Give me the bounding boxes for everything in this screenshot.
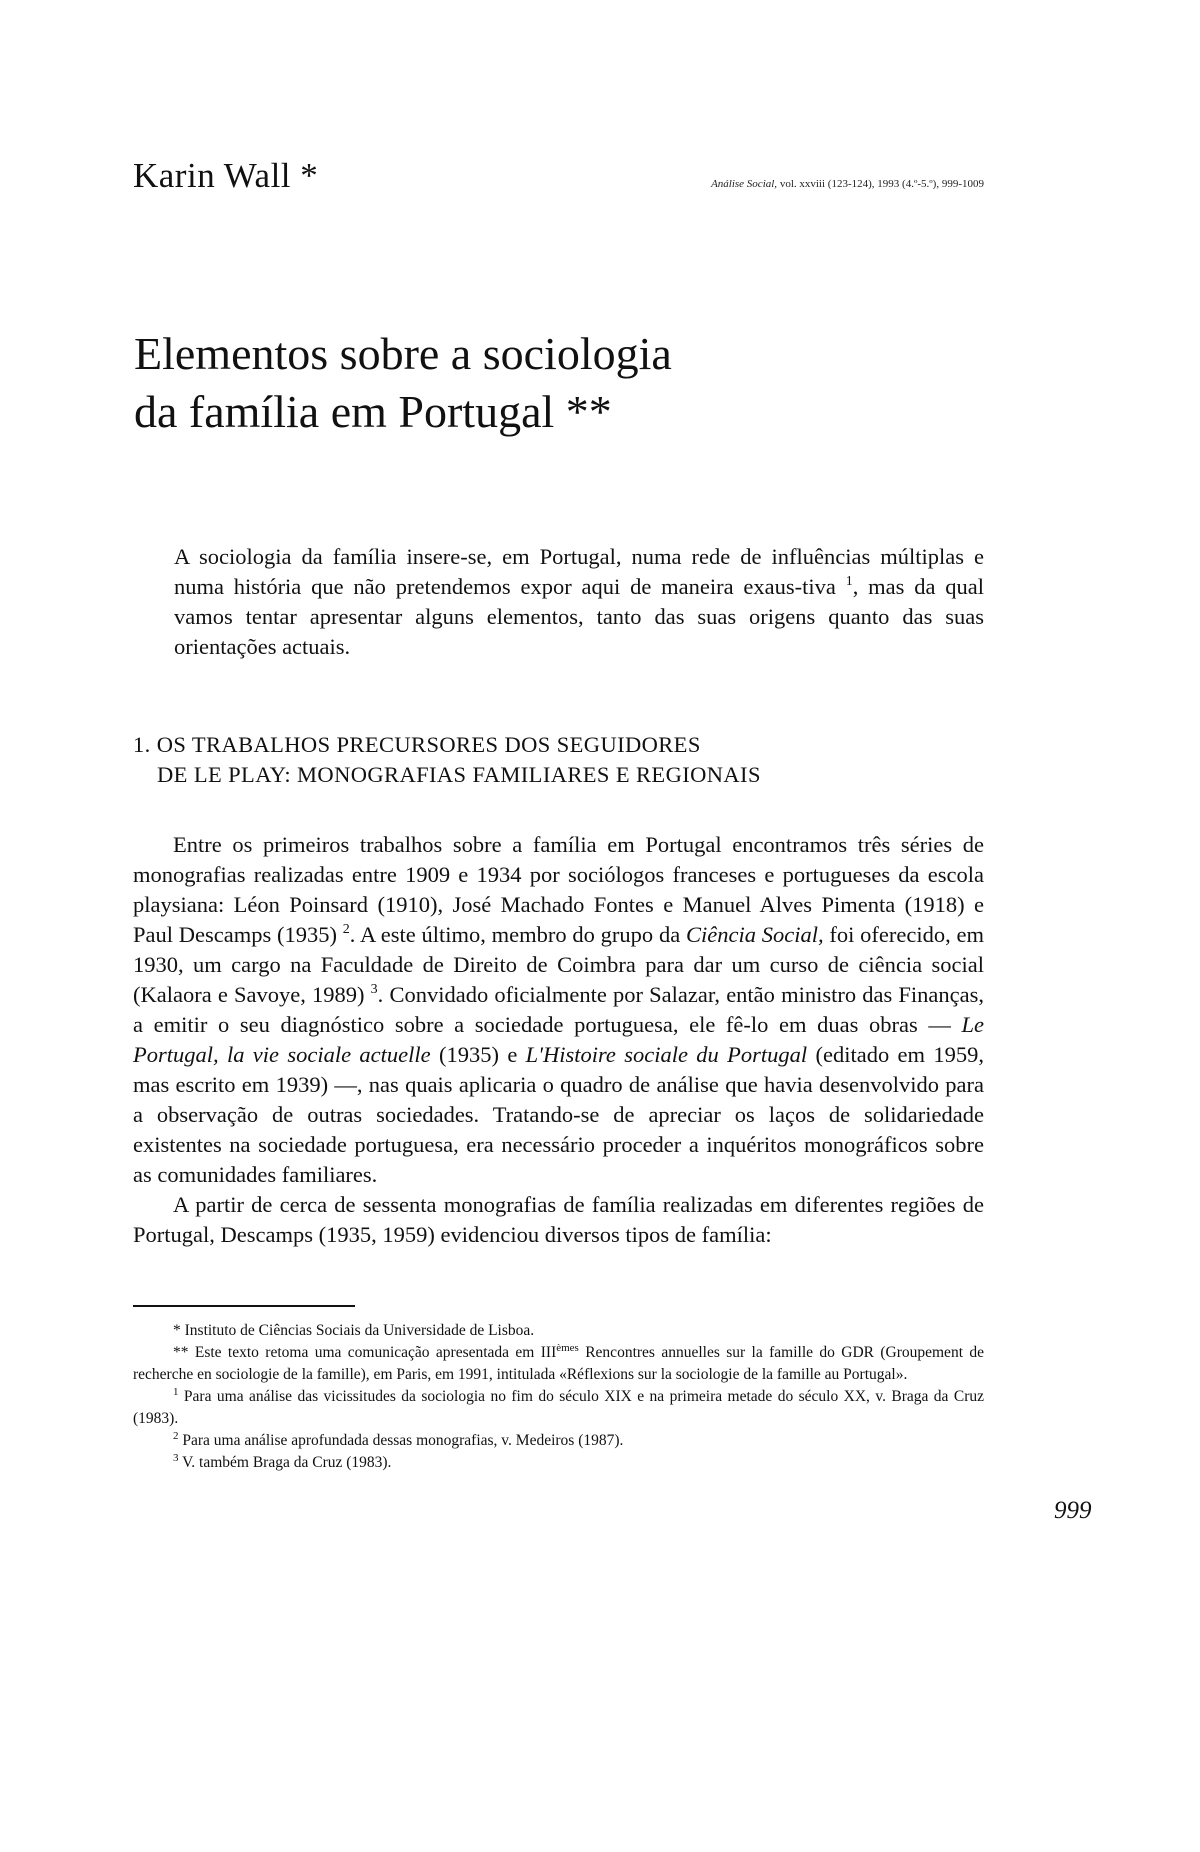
abstract-paragraph	[174, 542, 984, 662]
book-title: L'Histoire sociale du Portugal	[525, 1042, 808, 1067]
footnote-number: 1	[173, 1386, 179, 1398]
paragraph-text: foi oferecido, em 1930, um cargo na Faculdade de Direito de Coimbra para dar um curso de ciência social (Kalaora e Savoye, 1989)	[133, 922, 984, 1007]
journal-citation	[584, 178, 984, 190]
abstract-text-cont: , mas da qual vamos tentar apresentar alguns elementos, tanto das suas origens quanto das suas orientações actuais.	[174, 574, 985, 659]
paragraph-text: (1935) e	[430, 1042, 526, 1067]
abstract-text: A sociologia da família insere-se, em Portugal, numa rede de influências múltiplas e numa história que não pretendemos expor aqui de maneira exaus-tiva	[174, 544, 984, 599]
footnote-ref-2[interactable]: 2	[342, 922, 350, 937]
paragraph-text: . Convidado oficialmente por Salazar, então ministro das Finanças, a emitir o seu diagnóstico sobre a sociedade portuguesa, ele fê-lo em duas obras —	[133, 982, 984, 1037]
footnote-conference	[133, 1342, 984, 1386]
section-heading-line-1: 1. OS TRABALHOS PRECURSORES DOS SEGUIDORES	[133, 732, 701, 757]
footnote-2	[133, 1430, 984, 1452]
page-number: 999	[1054, 1497, 1092, 1524]
journal-title: Análise Social,	[711, 178, 778, 190]
footnote-text: Para uma análise das vicissitudes da sociologia no fim do século XIX e na primeira metade do século XX, v. Braga da Cruz (1983).	[133, 1388, 984, 1427]
article-title-line-2: da família em Portugal **	[134, 386, 612, 437]
footnote-ref-1[interactable]: 1	[845, 574, 853, 589]
footnotes	[133, 1320, 984, 1474]
book-title: Le Portugal, la vie sociale actuelle	[133, 1012, 984, 1067]
body-paragraph-1	[133, 830, 984, 1190]
paragraph-text: Entre os primeiros trabalhos sobre a família em Portugal encontramos três séries de monografias realizadas entre 1909 e 1934 por sociólogos franceses e portugueses da escola playsiana: Léon Poinsard (1910), José Machado Fontes e Manuel Alves Pimenta (1918) e Paul Descamps (1935)	[133, 832, 984, 947]
article-title	[134, 325, 934, 441]
footnote-1	[133, 1386, 984, 1430]
footnote-3	[133, 1452, 984, 1474]
section-heading	[133, 730, 983, 790]
body-paragraph-2: A partir de cerca de sessenta monografias de família realizadas em diferentes regiões de Portugal, Descamps (1935, 1959) evidenciou diversos tipos de família:	[133, 1192, 984, 1247]
article-title-line-1: Elementos sobre a sociologia	[134, 328, 672, 379]
paragraph-text: . A este último, membro do grupo da	[349, 922, 686, 947]
footnote-text: Rencontres annuelles sur la famille do GDR (Groupement de recherche en sociologie de la famille), em Paris, em 1991, intitulada «Réflexions sur la sociologie de la famille au Portugal».	[133, 1344, 984, 1383]
footnote-affiliation: * Instituto de Ciências Sociais da Universidade de Lisboa.	[173, 1322, 535, 1339]
footnote-number: 2	[173, 1430, 179, 1442]
footnote-ref-3[interactable]: 3	[370, 982, 378, 997]
section-heading-line-2: DE LE PLAY: MONOGRAFIAS FAMILIARES E REGIONAIS	[157, 762, 761, 787]
main-text	[133, 830, 984, 1250]
footnote-superscript: èmes	[556, 1342, 579, 1354]
footnote-text: ** Este texto retoma uma comunicação apresentada em III	[173, 1344, 557, 1361]
citation-details: vol. xxviii (123-124), 1993 (4.º-5.º), 999-1009	[777, 178, 984, 190]
paragraph-text: (editado em 1959, mas escrito em 1939) —, nas quais aplicaria o quadro de análise que havia desenvolvido para a observação de outras sociedades. Tratando-se de apreciar os laços de solidariedade existentes na sociedade portuguesa, era necessário proceder a inquéritos monográficos sobre as comunidades familiares.	[133, 1042, 984, 1187]
footnote-separator	[133, 1305, 355, 1307]
author-name: Karin Wall *	[133, 156, 319, 195]
italic-term: Ciência Social,	[685, 922, 824, 947]
footnote-text: Para uma análise aprofundada dessas monografias, v. Medeiros (1987).	[178, 1432, 624, 1449]
footnote-number: 3	[173, 1452, 179, 1464]
footnote-text: V. também Braga da Cruz (1983).	[178, 1454, 392, 1471]
